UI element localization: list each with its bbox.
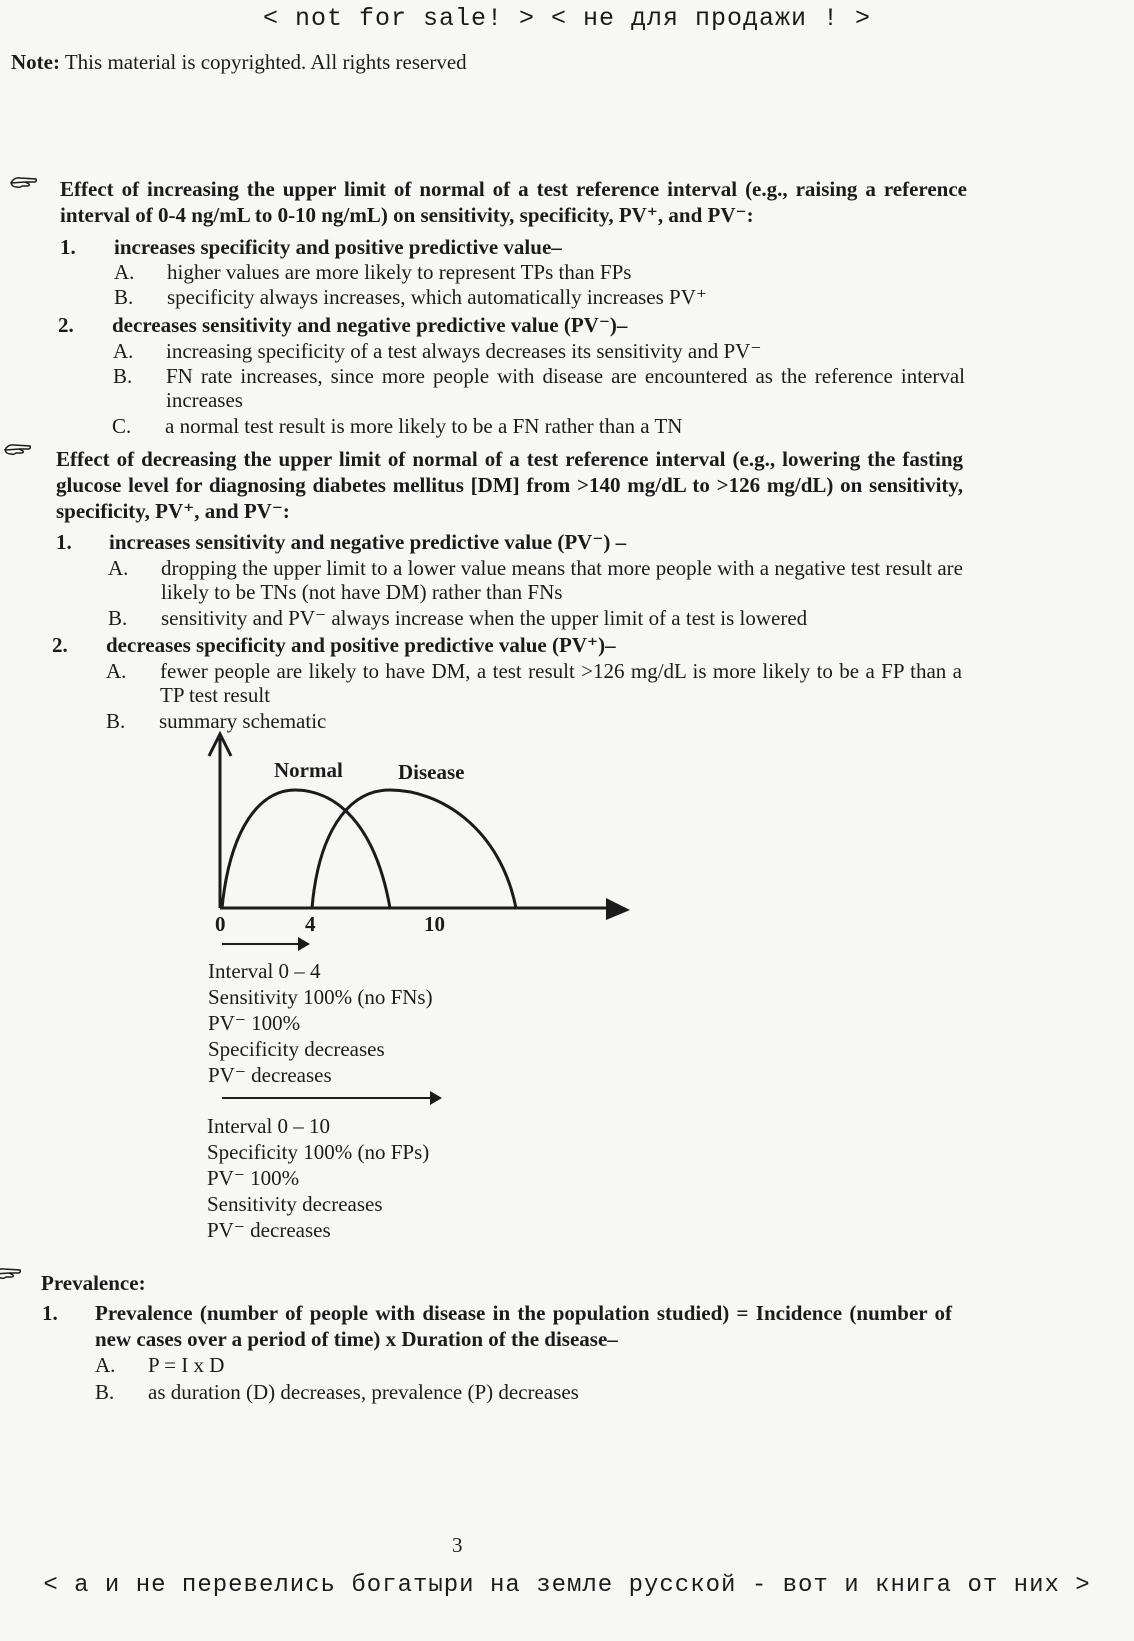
sub-label: B. [113,364,133,388]
interval-0-4-arrow [222,943,300,945]
top-banner: < not for sale! > < не для продажи ! > [262,4,872,33]
normal-label: Normal [274,758,343,782]
item-text: Prevalence (number of people with disease in the population studied) = Incidence (number of new cases over a period of time) x Duration of the disease– [95,1301,952,1351]
summary-line: PV⁻ 100% [208,1011,301,1035]
item-text: increases specificity and positive predictive value– [114,235,562,259]
disease-label: Disease [398,760,465,784]
pointing-hand-icon [10,175,38,191]
tick-10: 10 [424,912,445,936]
page-number: 3 [452,1533,463,1557]
interval-0-10-summary [207,1113,429,1243]
sub-label: B. [108,606,128,630]
section-2-heading: Effect of decreasing the upper limit of normal of a test reference interval (e.g., lowering the fasting glucose level for diagnosing diabetes mellitus [DM] from >140 mg/dL to >126 mg/dL) on sensitivity, specificity, PV⁺, and PV⁻: [56,447,963,523]
sub-label: A. [95,1353,116,1377]
sub-text: increasing specificity of a test always decreases its sensitivity and PV⁻ [166,339,762,363]
summary-line: Sensitivity decreases [207,1192,383,1216]
interval-0-4-summary [208,958,433,1088]
x-axis-arrowhead [606,898,630,920]
sub-label: B. [106,709,126,733]
sub-label: A. [108,556,129,580]
normal-curve [222,790,390,908]
sub-text: as duration (D) decreases, prevalence (P) decreases [148,1380,579,1404]
note-text: This material is copyrighted. All rights reserved [59,50,467,74]
sub-label: C. [112,414,132,438]
section-1-heading: Effect of increasing the upper limit of normal of a test reference interval (e.g., raising a reference interval of 0-4 ng/mL to 0-10 ng/mL) on sensitivity, specificity, PV⁺, and PV⁻: [60,177,967,227]
sub-label: A. [106,659,127,683]
interval-0-10-arrow [222,1097,432,1099]
sub-text: P = I x D [148,1353,225,1377]
summary-line: PV⁻ 100% [207,1166,300,1190]
section-3-heading: Prevalence: [41,1271,146,1295]
sub-text: a normal test result is more likely to be a FN rather than a TN [165,414,683,438]
tick-0: 0 [215,912,226,936]
item-text: decreases specificity and positive predictive value (PV⁺)– [106,633,616,657]
sub-text: dropping the upper limit to a lower value means that more people with a negative test result are likely to be TNs (not have DM) rather than FNs [161,556,963,604]
summary-line: Interval 0 – 4 [208,959,321,983]
summary-line: Specificity 100% (no FPs) [207,1140,430,1164]
sub-text: fewer people are likely to have DM, a test result >126 mg/dL is more likely to be a FP than a TP test result [160,659,962,707]
sub-label: B. [114,285,134,309]
sub-label: A. [114,260,135,284]
item-text: increases sensitivity and negative predictive value (PV⁻) – [109,530,627,554]
item-number: 2. [52,633,68,657]
sub-text: sensitivity and PV⁻ always increase when the upper limit of a test is lowered [161,606,808,630]
sub-text: FN rate increases, since more people with disease are encountered as the reference interval increases [166,364,965,412]
summary-line: Specificity decreases [208,1037,385,1061]
pointing-hand-icon [4,442,32,458]
note-label: Note: [11,50,60,74]
sub-text: summary schematic [159,709,327,733]
summary-line: Sensitivity 100% (no FNs) [208,985,433,1009]
item-number: 1. [56,530,72,554]
item-number: 1. [42,1301,58,1325]
sub-text: specificity always increases, which automatically increases PV⁺ [167,285,707,309]
item-text: decreases sensitivity and negative predictive value (PV⁻)– [112,313,628,337]
item-number: 2. [58,313,74,337]
pointing-hand-icon [0,1266,22,1282]
bottom-banner: < а и не перевелись богатыри на земле русской - вот и книга от них > [43,1572,1091,1599]
sub-text: higher values are more likely to represent TPs than FPs [167,260,632,284]
sub-label: A. [113,339,134,363]
copyright-note [11,50,467,75]
summary-line: PV⁻ decreases [207,1218,331,1242]
sub-label: B. [95,1380,115,1404]
item-number: 1. [60,235,76,259]
summary-line: Interval 0 – 10 [207,1114,331,1138]
summary-line: PV⁻ decreases [208,1063,332,1087]
tick-4: 4 [305,912,316,936]
